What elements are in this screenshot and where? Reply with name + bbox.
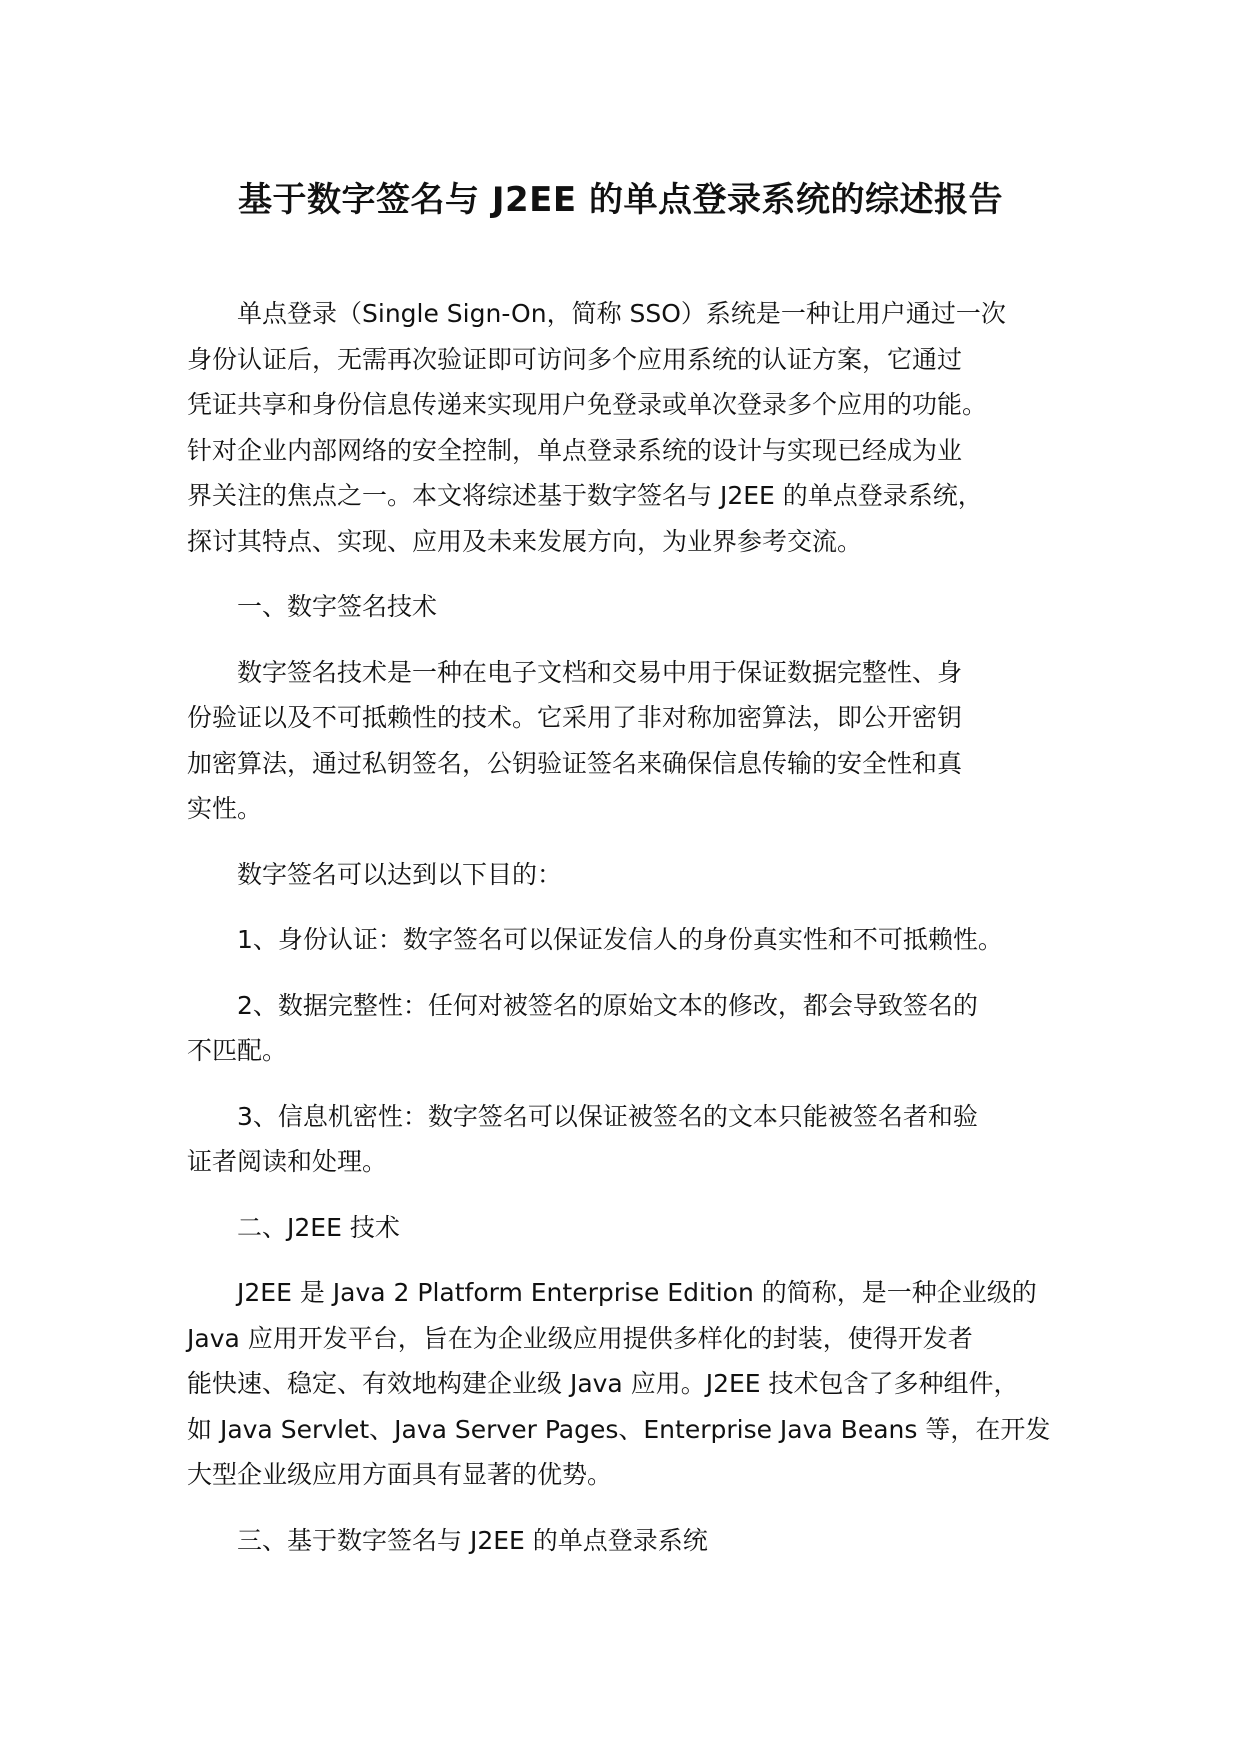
text-line: 能快速、稳定、有效地构建企业级 Java 应用。J2EE 技术包含了多种组件，	[187, 1369, 1019, 1398]
text-line: 实性。	[187, 794, 263, 823]
text-line: 一、数字签名技术	[237, 592, 438, 621]
text-line: 份验证以及不可抵赖性的技术。它采用了非对称加密算法，即公开密钥	[187, 703, 963, 732]
text-line: 1、身份认证：数字签名可以保证发信人的身份真实性和不可抵赖性。	[237, 925, 1003, 954]
text-line: J2EE 是 Java 2 Platform Enterprise Edition 的简称，是一种企业级的	[237, 1278, 1037, 1307]
section-heading	[187, 1518, 1067, 1564]
text-line: 探讨其特点、实现、应用及未来发展方向，为业界参考交流。	[187, 526, 863, 556]
text-line: 证者阅读和处理。	[187, 1147, 388, 1176]
text-line: 二、J2EE 技术	[237, 1212, 400, 1242]
paragraph	[187, 852, 1067, 898]
text-line: 数字签名可以达到以下目的：	[237, 859, 563, 889]
document-title: 基于数字签名与 J2EE 的单点登录系统的综述报告	[238, 180, 1003, 220]
paragraph	[187, 1094, 1067, 1185]
paragraph	[187, 983, 1067, 1074]
text-line: 三、基于数字签名与 J2EE 的单点登录系统	[237, 1525, 708, 1555]
text-line: 针对企业内部网络的安全控制，单点登录系统的设计与实现已经成为业	[187, 435, 963, 465]
paragraph	[187, 917, 1067, 963]
text-line: 大型企业级应用方面具有显著的优势。	[187, 1460, 613, 1489]
text-line: Java 应用开发平台，旨在为企业级应用提供多样化的封装，使得开发者	[187, 1323, 973, 1353]
text-line: 3、信息机密性：数字签名可以保证被签名的文本只能被签名者和验	[237, 1101, 978, 1131]
paragraph	[187, 291, 1067, 564]
paragraph	[187, 1270, 1067, 1498]
section-heading	[187, 1205, 1067, 1251]
text-line: 加密算法，通过私钥签名，公钥验证签名来确保信息传输的安全性和真	[187, 748, 963, 778]
text-line: 不匹配。	[187, 1036, 288, 1065]
text-line: 界关注的焦点之一。本文将综述基于数字签名与 J2EE 的单点登录系统，	[187, 481, 983, 510]
text-line: 如 Java Servlet、Java Server Pages、Enterprise Java Beans 等，在开发	[187, 1414, 1051, 1444]
text-line: 单点登录（Single Sign-On，简称 SSO）系统是一种让用户通过一次	[237, 299, 1006, 328]
text-line: 数字签名技术是一种在电子文档和交易中用于保证数据完整性、身	[237, 657, 963, 687]
text-line: 凭证共享和身份信息传递来实现用户免登录或单次登录多个应用的功能。	[187, 390, 988, 419]
section-heading	[187, 584, 1067, 630]
document-body	[187, 291, 1067, 1583]
paragraph	[187, 650, 1067, 832]
text-line: 身份认证后，无需再次验证即可访问多个应用系统的认证方案，它通过	[187, 344, 963, 374]
text-line: 2、数据完整性：任何对被签名的原始文本的修改，都会导致签名的	[237, 990, 978, 1020]
